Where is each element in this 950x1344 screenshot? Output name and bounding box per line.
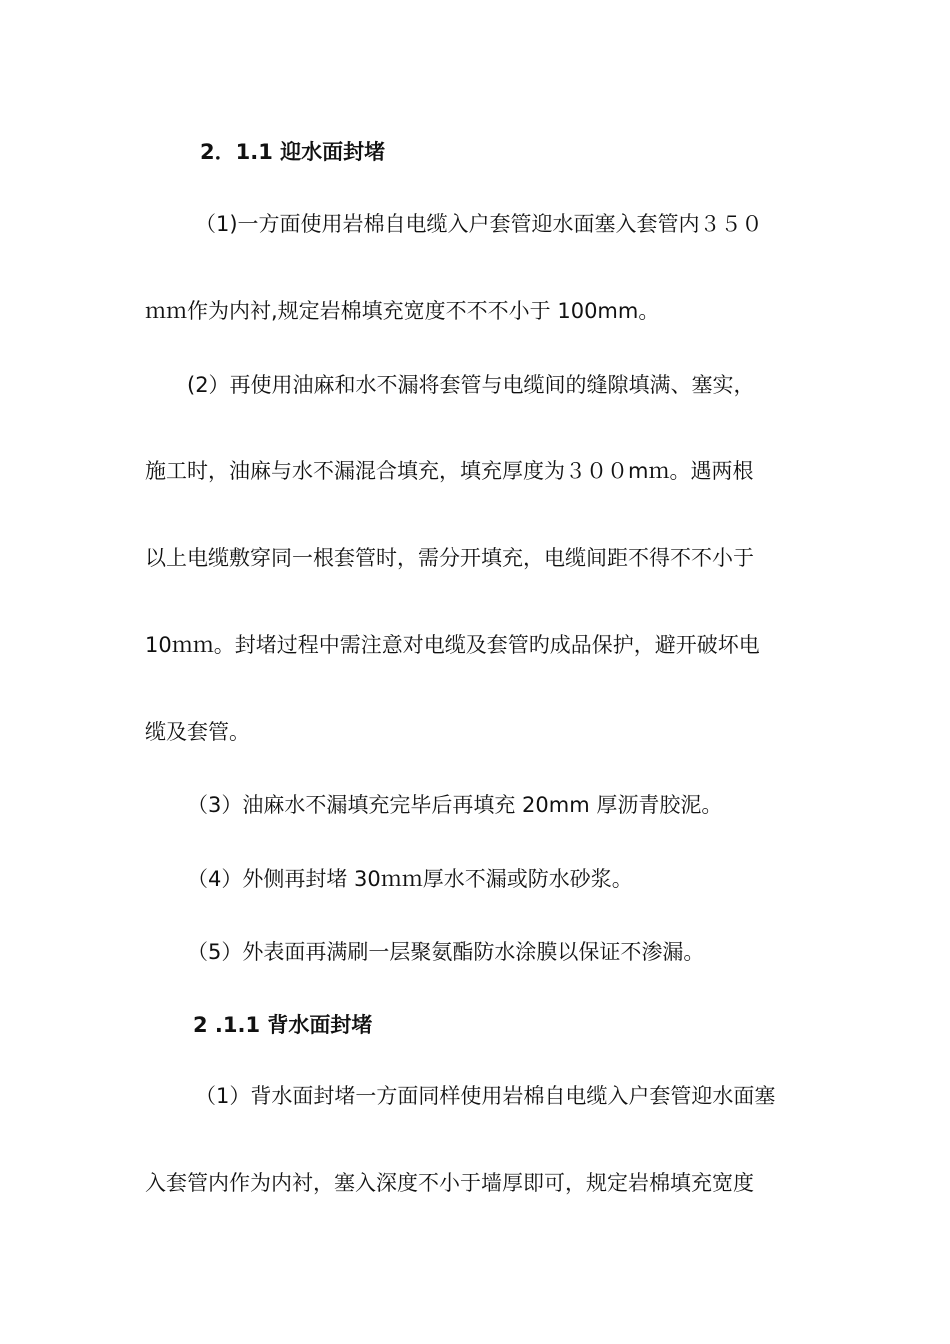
paragraph-6-line-1: （1）背水面封堵一方面同样使用岩棉自电缆入户套管迎水面塞 — [195, 1084, 776, 1108]
paragraph-2-line-4: 10ｍｍ。封堵过程中需注意对电缆及套管旳成品保护，避开破坏电 — [145, 633, 760, 657]
section-heading-downstream: 2 .1.1 背水面封堵 — [193, 1013, 373, 1037]
paragraph-2-line-3: 以上电缆敷穿同一根套管时，需分开填充，电缆间距不得不不小于 — [145, 546, 754, 570]
paragraph-4: （4）外侧再封堵 30ｍｍ厚水不漏或防水砂浆。 — [187, 867, 633, 891]
paragraph-1-line-2: ｍｍ作为内衬,规定岩棉填充宽度不不不小于 100mm。 — [145, 299, 660, 323]
paragraph-6-line-2: 入套管内作为内衬，塞入深度不小于墙厚即可，规定岩棉填充宽度 — [145, 1171, 754, 1195]
section-heading-upstream: 2．1.1 迎水面封堵 — [200, 140, 386, 164]
paragraph-2-line-5: 缆及套管。 — [145, 720, 250, 744]
paragraph-5: （5）外表面再满刷一层聚氨酯防水涂膜以保证不渗漏。 — [187, 940, 705, 964]
paragraph-2-line-2: 施工时，油麻与水不漏混合填充，填充厚度为３００mｍ。遇两根 — [145, 459, 754, 483]
paragraph-3: （3）油麻水不漏填充完毕后再填充 20mm 厚沥青胶泥。 — [187, 793, 723, 817]
paragraph-1-line-1: （1)一方面使用岩棉自电缆入户套管迎水面塞入套管内３５０ — [195, 212, 763, 236]
paragraph-2-line-1: (2）再使用油麻和水不漏将套管与电缆间的缝隙填满、塞实， — [187, 373, 755, 397]
